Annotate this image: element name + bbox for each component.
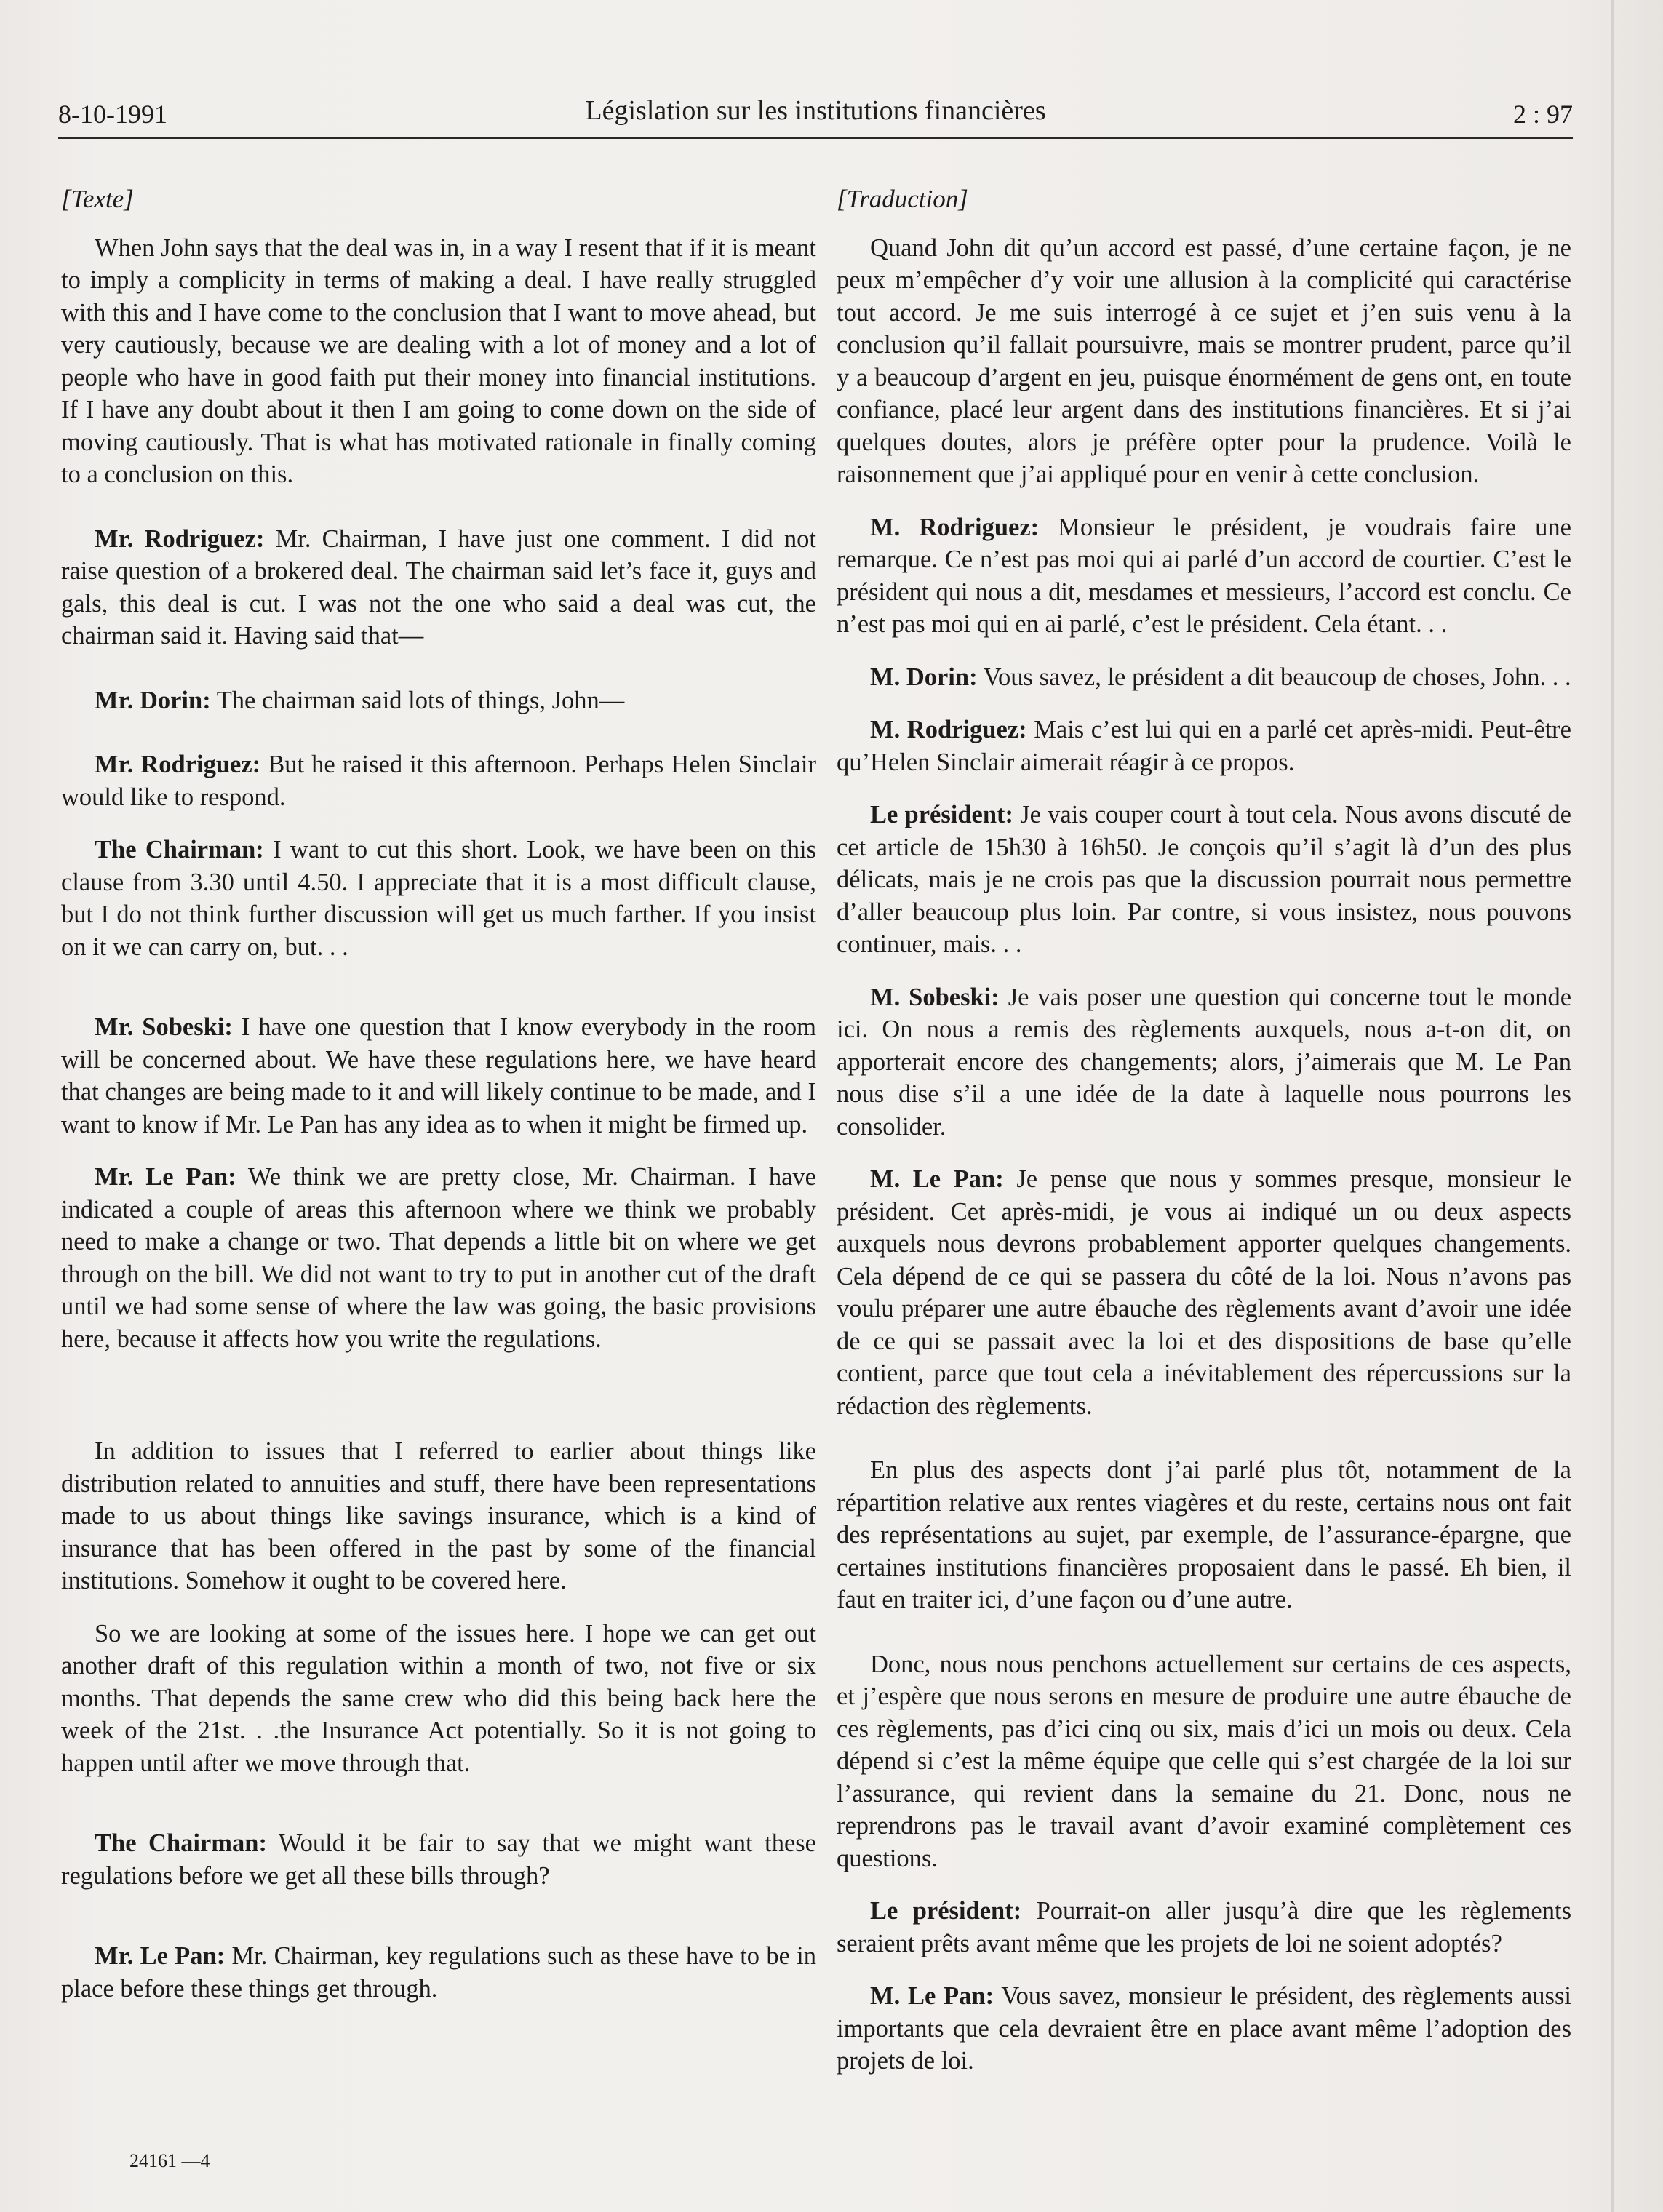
speaker-name: The Chairman: xyxy=(95,1829,267,1857)
header-date: 8-10-1991 xyxy=(58,100,167,129)
paragraph xyxy=(837,1980,1571,2077)
paragraph-text: Would it be fair to say that we might want these regulations before we get all these bills through? xyxy=(61,1829,816,1890)
paragraph-text: En plus des aspects dont j’ai parlé plus tôt, notamment de la répartition relative aux rentes viagères et du reste, certains nous ont fait des représentations au sujet, par exemple, de l’assurance-épargne, que certaines institutions financières proposaient dans le passé. Eh bien, il faut en traiter ici, d’une façon ou d’une autre. xyxy=(837,1456,1571,1613)
page-fold-shadow xyxy=(1611,0,1614,2212)
header-page-number: 2 : 97 xyxy=(1512,100,1573,129)
speaker-name: Le président: xyxy=(870,1897,1022,1925)
paragraph-text: Quand John dit qu’un accord est passé, d’une certaine façon, je ne peux m’empêcher d’y voir une allusion à la complicité qui caractérise tout accord. Je me suis interrogé à ce sujet et j’en suis venu à la conclusion qu’il fallait poursuivre, mais se montrer prudent, parce qu’il y a beaucoup d’argent en jeu, puisque énormément de gens ont, en toute confiance, placé leur argent dans des institutions financières. Et si j’ai quelques doutes, alors je préfère opter pour la prudence. Voilà le raisonnement que j’ai appliqué pour en venir à cette conclusion. xyxy=(837,233,1571,488)
speaker-name: M. Rodriguez: xyxy=(870,513,1040,541)
speaker-name: The Chairman: xyxy=(95,836,264,863)
speaker-name: Mr. Rodriguez: xyxy=(95,524,265,553)
french-column-label: [Traduction] xyxy=(837,185,968,213)
speaker-name: M. Sobeski: xyxy=(870,983,1000,1011)
paragraph-text: Je vais couper court à tout cela. Nous avons discuté de cet article de 15h30 à 16h50. Je conçois qu’il s’agit là d’un des plus délicats, mais je ne crois pas que la discussion pourrait nous permettre d’aller beaucoup plus loin. Par contre, si vous insistez, nous pouvons continuer, mais. . . xyxy=(837,801,1571,958)
paragraph-text: Mr. Chairman, key regulations such as these have to be in place before these things get through. xyxy=(61,1942,816,2003)
footer-print-code: 24161 —4 xyxy=(129,2150,210,2171)
speaker-name: M. Dorin: xyxy=(870,663,978,691)
paragraph-text: Vous savez, monsieur le président, des règlements aussi importants que cela devraient être en place avant même l’adoption des projets de loi. xyxy=(837,1982,1571,2075)
paragraph xyxy=(837,799,1571,961)
paragraph xyxy=(61,834,816,963)
paragraph xyxy=(837,511,1571,641)
paragraph-text: So we are looking at some of the issues here. I hope we can get out another draft of this regulation within a month of two, not five or six months. That depends the same crew who did this being back here the week of the 21st. . .the Insurance Act potentially. So it is not going to happen until after we move through that. xyxy=(61,1619,816,1777)
english-column-label: [Texte] xyxy=(61,185,134,213)
speaker-name: Le président: xyxy=(870,801,1014,828)
paragraph-text: When John says that the deal was in, in a way I resent that if it is meant to imply a complicity in terms of making a deal. I have really struggled with this and I have come to the conclusion that I want to move ahead, but very cautiously, because we are dealing with a lot of money and a lot of people who have in good faith put their money into financial institutions. If I have any doubt about it then I am going to come down on the side of moving cautiously. That is what has motivated rationale in finally coming to a conclusion on this. xyxy=(61,233,816,488)
paragraph xyxy=(837,661,1571,694)
paragraph-text: Vous savez, le président a dit beaucoup de choses, John. . . xyxy=(983,663,1571,691)
speaker-name: Mr. Sobeski: xyxy=(95,1013,233,1041)
speaker-name: M. Rodriguez: xyxy=(870,716,1027,743)
paragraph xyxy=(837,1648,1571,1875)
french-column xyxy=(837,183,1571,2098)
paragraph xyxy=(837,1895,1571,1960)
paragraph xyxy=(61,1161,816,1355)
paragraph xyxy=(837,232,1571,491)
paragraph xyxy=(61,232,816,491)
paragraph xyxy=(837,714,1571,778)
paragraph xyxy=(837,1163,1571,1422)
paragraph xyxy=(61,1618,816,1780)
speaker-name: M. Le Pan: xyxy=(870,1165,1004,1193)
paragraph xyxy=(61,684,816,717)
paragraph-text: In addition to issues that I referred to earlier about things like distribution related to annuities and stuff, there have been representations made to us about things like savings insurance, which is a kind of insurance that has been offered in the past by some of the financial institutions. Somehow it ought to be covered here. xyxy=(61,1437,816,1594)
paragraph xyxy=(61,748,816,813)
paragraph xyxy=(61,1011,816,1141)
paragraph-text: Mr. Chairman, I have just one comment. I did not raise question of a brokered deal. The chairman said let’s face it, guys and gals, this deal is cut. I was not the one who said a deal was cut, the chairman said it. Having said that— xyxy=(61,524,817,650)
paragraph xyxy=(837,981,1571,1143)
paragraph xyxy=(61,523,816,652)
speaker-name: Mr. Dorin: xyxy=(95,686,211,714)
paragraph-text: Mais c’est lui qui en a parlé cet après-midi. Peut-être qu’Helen Sinclair aimerait réagir à ce propos. xyxy=(837,716,1571,776)
paragraph-text: Monsieur le président, je voudrais faire une remarque. Ce n’est pas moi qui ai parlé d’un accord de courtier. C’est le président qui nous a dit, mesdames et messieurs, l’accord est conclu. Ce n’est pas moi qui en ai parlé, c’est le président. Cela étant. . . xyxy=(837,513,1571,638)
page-header xyxy=(58,93,1573,139)
paragraph-text: Je pense que nous y sommes presque, monsieur le président. Cet après-midi, je vous ai indiqué un ou deux aspects auxquels nous devrons probablement apporter quelques changements. Cela dépend de ce qui se passera du côté de la loi. Nous n’avons pas voulu préparer une autre ébauche des règlements avant d’avoir une idée de ce qui se passait avec la loi et des dispositions de base qu’elle contient, parce que tout cela a inévitablement des répercussions sur la rédaction des règlements. xyxy=(837,1165,1572,1420)
paragraph xyxy=(61,1435,816,1597)
speaker-name: Mr. Rodriguez: xyxy=(95,751,261,778)
paragraph-text: We think we are pretty close, Mr. Chairman. I have indicated a couple of areas this afternoon where we think we probably need to make a change or two. That depends a little bit on where we get through on the bill. We did not want to try to put in another cut of the draft until we had some sense of where the law was going, the basic provisions here, because it affects how you write the regulations. xyxy=(61,1163,816,1353)
paragraph-text: Donc, nous nous penchons actuellement sur certains de ces aspects, et j’espère que nous serons en mesure de produire une autre ébauche de ces règlements, pas d’ici cinq ou six, mais d’ici un mois ou deux. Cela dépend si c’est la même équipe que celle qui s’est chargée de la loi sur l’assurance, qui revient dans la semaine du 21. Donc, nous ne reprendrons pas le travail avant d’avoir examiné complètement ces questions. xyxy=(837,1650,1571,1872)
speaker-name: Mr. Le Pan: xyxy=(95,1163,236,1191)
header-title: Législation sur les institutions financières xyxy=(585,95,1046,126)
paragraph-text: Pourrait-on aller jusqu’à dire que les règlements seraient prêts avant même que les projets de loi ne soient adoptés? xyxy=(837,1897,1571,1957)
paragraph-text: The chairman said lots of things, John— xyxy=(216,686,625,714)
paragraph-text: I want to cut this short. Look, we have been on this clause from 3.30 until 4.50. I appreciate that it is a most difficult clause, but I do not think further discussion will get us much farther. If you insist on it we can carry on, but. . . xyxy=(61,836,817,961)
english-column xyxy=(61,183,816,2025)
paragraph xyxy=(837,1454,1571,1616)
paragraph-text: Je vais poser une question qui concerne tout le monde ici. On nous a remis des règlements auxquels, nous a-t-on dit, on apporterait encore des changements; alors, j’aimerais que M. Le Pan nous dise s’il a une idée de la date à laquelle nous pourrons les consolider. xyxy=(837,983,1572,1141)
speaker-name: M. Le Pan: xyxy=(870,1982,994,2010)
paragraph-text: I have one question that I know everybody in the room will be concerned about. We have these regulations here, we have heard that changes are being made to it and will likely continue to be made, and I want to know if Mr. Le Pan has any idea as to when it might be firmed up. xyxy=(61,1013,816,1138)
paragraph-text: But he raised it this afternoon. Perhaps Helen Sinclair would like to respond. xyxy=(61,751,817,811)
speaker-name: Mr. Le Pan: xyxy=(95,1942,226,1970)
paragraph xyxy=(61,1827,816,1892)
paragraph xyxy=(61,1940,816,2005)
